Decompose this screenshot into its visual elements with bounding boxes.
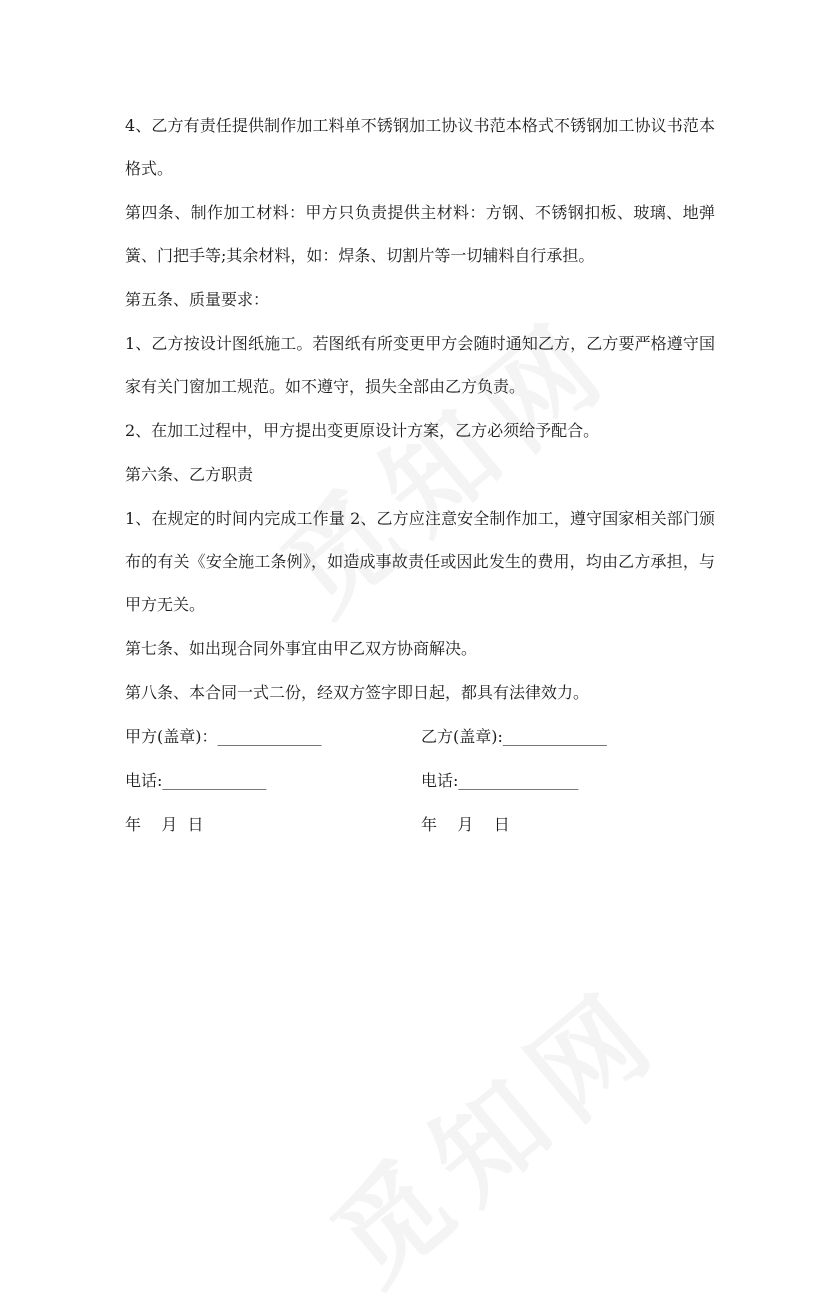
paragraph-article-6-heading: 第六条、乙方职责 <box>125 465 254 484</box>
paragraph-article-5-item-2: 2、在加工过程中，甲方提出变更原设计方案，乙方必须给予配合。 <box>125 421 600 440</box>
party-b-date: 年 月 日 <box>421 815 510 834</box>
party-a-seal: 甲方(盖章)：_____________ <box>125 727 322 746</box>
paragraph-article-4: 第四条、制作加工材料：甲方只负责提供主材料：方钢、不锈钢扣板、玻璃、地弹簧、门把手等;其余材料，如：焊条、切割片等一切辅料自行承担。 <box>125 203 715 265</box>
signature-row-seal <box>125 715 715 758</box>
party-a-date: 年 月 日 <box>125 815 204 834</box>
party-a-phone: 电话:_____________ <box>125 771 267 790</box>
party-b-phone: 电话:_______________ <box>421 771 579 790</box>
signature-row-date <box>125 803 715 846</box>
paragraph-article-7: 第七条、如出现合同外事宜由甲乙双方协商解决。 <box>125 639 478 658</box>
signature-row-phone <box>125 759 715 802</box>
document-body <box>125 104 715 846</box>
paragraph-clause-4-item: 4、乙方有责任提供制作加工料单不锈钢加工协议书范本格式不锈钢加工协议书范本格式。 <box>125 116 715 178</box>
watermark-bottom <box>294 945 690 1313</box>
paragraph-article-8: 第八条、本合同一式二份，经双方签字即日起，都具有法律效力。 <box>125 683 590 702</box>
paragraph-article-5-heading: 第五条、质量要求： <box>125 290 270 309</box>
paragraph-article-5-item-1: 1、乙方按设计图纸施工。若图纸有所变更甲方会随时通知乙方，乙方要严格遵守国家有关门窗加工规范。如不遵守，损失全部由乙方负责。 <box>125 334 715 396</box>
party-b-seal: 乙方(盖章):_____________ <box>421 727 607 746</box>
paragraph-article-6-item-1: 1、在规定的时间内完成工作量 2、乙方应注意安全制作加工，遵守国家相关部门颁布的有关《安全施工条例》，如造成事故责任或因此发生的费用，均由乙方承担，与甲方无关。 <box>125 509 715 614</box>
